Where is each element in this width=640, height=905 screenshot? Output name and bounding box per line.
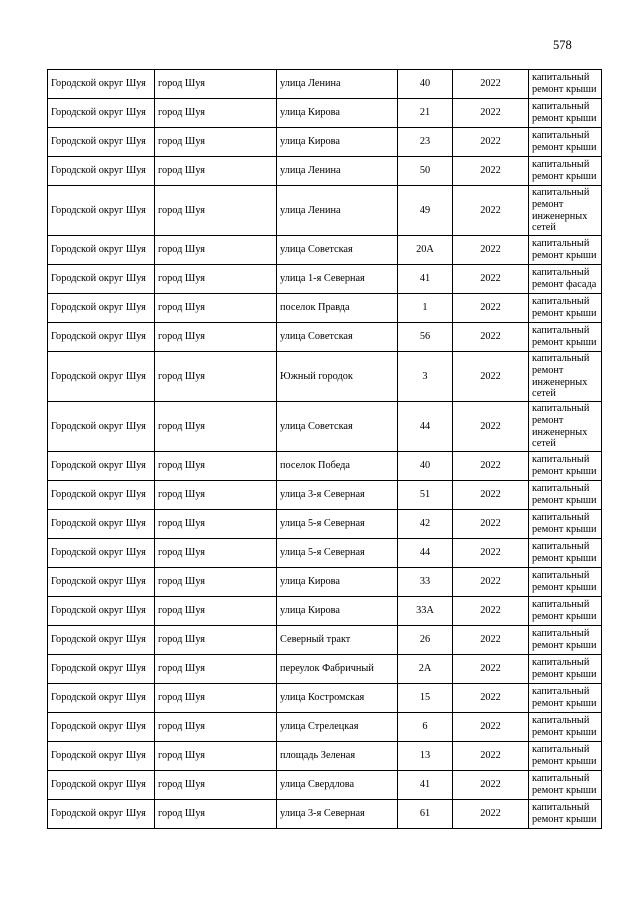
work-type-cell: капитальный ремонт крыши: [529, 771, 602, 800]
city-cell: город Шуя: [155, 481, 277, 510]
table-row: [48, 294, 602, 323]
house-cell: 3: [398, 352, 453, 402]
year-cell: 2022: [453, 800, 529, 829]
table-row: [48, 186, 602, 236]
year-cell: 2022: [453, 481, 529, 510]
house-cell: 26: [398, 626, 453, 655]
street-cell: улица Свердлова: [277, 771, 398, 800]
street-cell: поселок Правда: [277, 294, 398, 323]
house-cell: 44: [398, 539, 453, 568]
city-cell: город Шуя: [155, 99, 277, 128]
city-cell: город Шуя: [155, 323, 277, 352]
house-cell: 51: [398, 481, 453, 510]
work-type-cell: капитальный ремонт крыши: [529, 70, 602, 99]
district-cell: Городской округ Шуя: [48, 352, 155, 402]
year-cell: 2022: [453, 626, 529, 655]
district-cell: Городской округ Шуя: [48, 742, 155, 771]
table-row: [48, 452, 602, 481]
work-type-cell: капитальный ремонт крыши: [529, 539, 602, 568]
street-cell: Южный городок: [277, 352, 398, 402]
year-cell: 2022: [453, 510, 529, 539]
street-cell: улица Кирова: [277, 568, 398, 597]
district-cell: Городской округ Шуя: [48, 568, 155, 597]
year-cell: 2022: [453, 265, 529, 294]
city-cell: город Шуя: [155, 402, 277, 452]
year-cell: 2022: [453, 568, 529, 597]
table-row: [48, 771, 602, 800]
city-cell: город Шуя: [155, 510, 277, 539]
table-row: [48, 323, 602, 352]
table-row: [48, 742, 602, 771]
registry-table: [47, 69, 602, 829]
city-cell: город Шуя: [155, 713, 277, 742]
district-cell: Городской округ Шуя: [48, 481, 155, 510]
district-cell: Городской округ Шуя: [48, 236, 155, 265]
year-cell: 2022: [453, 236, 529, 265]
city-cell: город Шуя: [155, 352, 277, 402]
city-cell: город Шуя: [155, 771, 277, 800]
district-cell: Городской округ Шуя: [48, 323, 155, 352]
work-type-cell: капитальный ремонт крыши: [529, 452, 602, 481]
city-cell: город Шуя: [155, 568, 277, 597]
year-cell: 2022: [453, 713, 529, 742]
district-cell: Городской округ Шуя: [48, 510, 155, 539]
house-cell: 1: [398, 294, 453, 323]
city-cell: город Шуя: [155, 70, 277, 99]
table-row: [48, 800, 602, 829]
district-cell: Городской округ Шуя: [48, 771, 155, 800]
house-cell: 2А: [398, 655, 453, 684]
street-cell: Северный тракт: [277, 626, 398, 655]
table-row: [48, 70, 602, 99]
city-cell: город Шуя: [155, 452, 277, 481]
house-cell: 50: [398, 157, 453, 186]
street-cell: улица Ленина: [277, 157, 398, 186]
street-cell: улица Костромская: [277, 684, 398, 713]
house-cell: 41: [398, 771, 453, 800]
city-cell: город Шуя: [155, 800, 277, 829]
city-cell: город Шуя: [155, 626, 277, 655]
street-cell: улица 5-я Северная: [277, 539, 398, 568]
table-row: [48, 157, 602, 186]
table-row: [48, 655, 602, 684]
table-row: [48, 352, 602, 402]
work-type-cell: капитальный ремонт крыши: [529, 236, 602, 265]
house-cell: 56: [398, 323, 453, 352]
city-cell: город Шуя: [155, 265, 277, 294]
district-cell: Городской округ Шуя: [48, 539, 155, 568]
year-cell: 2022: [453, 352, 529, 402]
house-cell: 20А: [398, 236, 453, 265]
work-type-cell: капитальный ремонт крыши: [529, 597, 602, 626]
year-cell: 2022: [453, 99, 529, 128]
table-row: [48, 236, 602, 265]
house-cell: 13: [398, 742, 453, 771]
city-cell: город Шуя: [155, 236, 277, 265]
district-cell: Городской округ Шуя: [48, 128, 155, 157]
street-cell: улица Стрелецкая: [277, 713, 398, 742]
year-cell: 2022: [453, 157, 529, 186]
table-row: [48, 99, 602, 128]
street-cell: поселок Победа: [277, 452, 398, 481]
table-row: [48, 481, 602, 510]
year-cell: 2022: [453, 597, 529, 626]
house-cell: 42: [398, 510, 453, 539]
year-cell: 2022: [453, 452, 529, 481]
house-cell: 6: [398, 713, 453, 742]
year-cell: 2022: [453, 742, 529, 771]
table-row: [48, 626, 602, 655]
table-row: [48, 684, 602, 713]
table-row: [48, 402, 602, 452]
street-cell: улица 3-я Северная: [277, 800, 398, 829]
house-cell: 21: [398, 99, 453, 128]
work-type-cell: капитальный ремонт крыши: [529, 294, 602, 323]
street-cell: улица 5-я Северная: [277, 510, 398, 539]
street-cell: улица Ленина: [277, 186, 398, 236]
house-cell: 61: [398, 800, 453, 829]
table-row: [48, 568, 602, 597]
house-cell: 49: [398, 186, 453, 236]
district-cell: Городской округ Шуя: [48, 597, 155, 626]
district-cell: Городской округ Шуя: [48, 800, 155, 829]
year-cell: 2022: [453, 402, 529, 452]
work-type-cell: капитальный ремонт инженерных сетей: [529, 352, 602, 402]
work-type-cell: капитальный ремонт крыши: [529, 742, 602, 771]
city-cell: город Шуя: [155, 742, 277, 771]
table-row: [48, 265, 602, 294]
street-cell: улица Советская: [277, 402, 398, 452]
work-type-cell: капитальный ремонт крыши: [529, 568, 602, 597]
district-cell: Городской округ Шуя: [48, 157, 155, 186]
district-cell: Городской округ Шуя: [48, 655, 155, 684]
table-row: [48, 597, 602, 626]
work-type-cell: капитальный ремонт инженерных сетей: [529, 186, 602, 236]
street-cell: улица Ленина: [277, 70, 398, 99]
work-type-cell: капитальный ремонт крыши: [529, 510, 602, 539]
district-cell: Городской округ Шуя: [48, 452, 155, 481]
page-number: 578: [553, 38, 572, 52]
city-cell: город Шуя: [155, 655, 277, 684]
house-cell: 33А: [398, 597, 453, 626]
house-cell: 33: [398, 568, 453, 597]
house-cell: 41: [398, 265, 453, 294]
table-row: [48, 713, 602, 742]
street-cell: улица 1-я Северная: [277, 265, 398, 294]
city-cell: город Шуя: [155, 157, 277, 186]
table-row: [48, 128, 602, 157]
year-cell: 2022: [453, 655, 529, 684]
house-cell: 23: [398, 128, 453, 157]
registry-table-body: [48, 70, 602, 829]
year-cell: 2022: [453, 539, 529, 568]
district-cell: Городской округ Шуя: [48, 294, 155, 323]
table-row: [48, 510, 602, 539]
district-cell: Городской округ Шуя: [48, 70, 155, 99]
work-type-cell: капитальный ремонт фасада: [529, 265, 602, 294]
year-cell: 2022: [453, 771, 529, 800]
house-cell: 44: [398, 402, 453, 452]
city-cell: город Шуя: [155, 597, 277, 626]
street-cell: площадь Зеленая: [277, 742, 398, 771]
work-type-cell: капитальный ремонт крыши: [529, 626, 602, 655]
city-cell: город Шуя: [155, 294, 277, 323]
house-cell: 40: [398, 70, 453, 99]
work-type-cell: капитальный ремонт крыши: [529, 655, 602, 684]
work-type-cell: капитальный ремонт крыши: [529, 481, 602, 510]
year-cell: 2022: [453, 323, 529, 352]
work-type-cell: капитальный ремонт крыши: [529, 800, 602, 829]
city-cell: город Шуя: [155, 186, 277, 236]
work-type-cell: капитальный ремонт инженерных сетей: [529, 402, 602, 452]
city-cell: город Шуя: [155, 684, 277, 713]
house-cell: 40: [398, 452, 453, 481]
district-cell: Городской округ Шуя: [48, 265, 155, 294]
work-type-cell: капитальный ремонт крыши: [529, 713, 602, 742]
year-cell: 2022: [453, 128, 529, 157]
street-cell: переулок Фабричный: [277, 655, 398, 684]
district-cell: Городской округ Шуя: [48, 684, 155, 713]
table-row: [48, 539, 602, 568]
city-cell: город Шуя: [155, 128, 277, 157]
street-cell: улица Советская: [277, 236, 398, 265]
city-cell: город Шуя: [155, 539, 277, 568]
street-cell: улица Кирова: [277, 128, 398, 157]
work-type-cell: капитальный ремонт крыши: [529, 157, 602, 186]
district-cell: Городской округ Шуя: [48, 626, 155, 655]
district-cell: Городской округ Шуя: [48, 402, 155, 452]
work-type-cell: капитальный ремонт крыши: [529, 323, 602, 352]
district-cell: Городской округ Шуя: [48, 713, 155, 742]
year-cell: 2022: [453, 70, 529, 99]
year-cell: 2022: [453, 186, 529, 236]
work-type-cell: капитальный ремонт крыши: [529, 99, 602, 128]
street-cell: улица 3-я Северная: [277, 481, 398, 510]
district-cell: Городской округ Шуя: [48, 99, 155, 128]
street-cell: улица Советская: [277, 323, 398, 352]
district-cell: Городской округ Шуя: [48, 186, 155, 236]
work-type-cell: капитальный ремонт крыши: [529, 128, 602, 157]
street-cell: улица Кирова: [277, 597, 398, 626]
year-cell: 2022: [453, 684, 529, 713]
work-type-cell: капитальный ремонт крыши: [529, 684, 602, 713]
house-cell: 15: [398, 684, 453, 713]
street-cell: улица Кирова: [277, 99, 398, 128]
year-cell: 2022: [453, 294, 529, 323]
